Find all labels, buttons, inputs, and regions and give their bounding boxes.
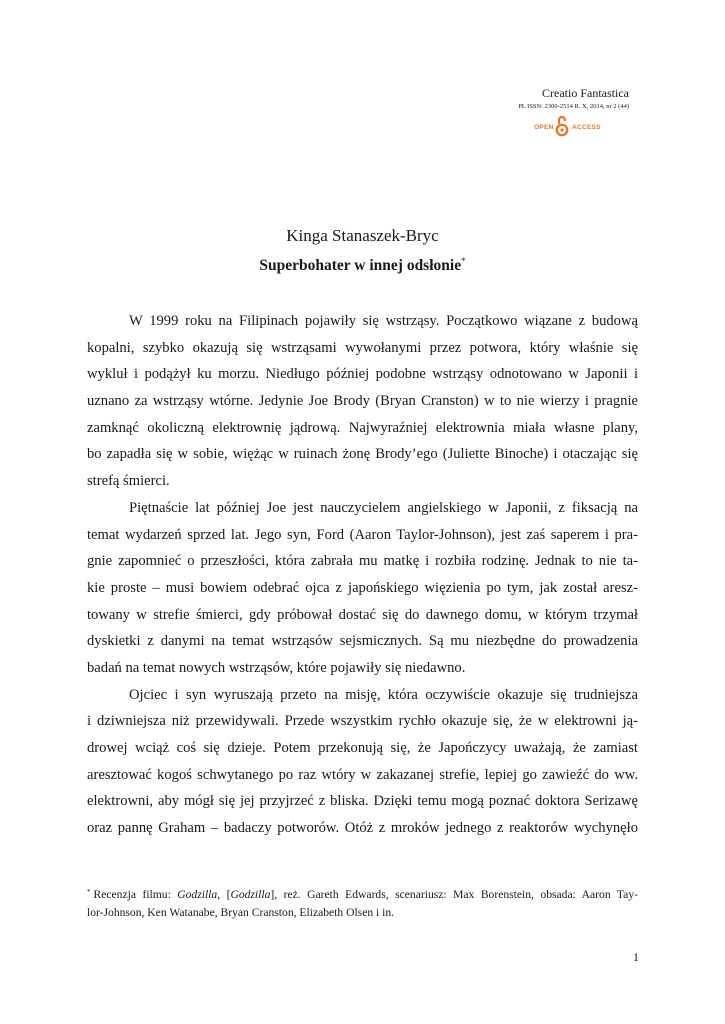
body-line: kie proste – musi bowiem odebrać ojca z japońskiego więzienia po tym, jak został aresz- [87, 579, 638, 596]
body-line: gnie zapomnieć o przeszłości, która zabrała mu matkę i rozbiła rodzinę. Jednak to nie ta- [87, 553, 638, 570]
body-line: uznano za wstrząsy wtórne. Jedynie Joe Brody (Bryan Cranston) w to nie wierzy i pragnie [87, 393, 638, 410]
body-line: towany w strefie śmierci, gdy próbował dostać się do dawnego domu, w którym trzymał [87, 606, 638, 623]
open-access-access-label: ACCESS [572, 124, 601, 131]
body-line: Piętnaście lat później Joe jest nauczycielem angielskiego w Japonii, z fiksacją na [129, 499, 638, 516]
original-title: Godzilla [230, 888, 271, 901]
body-line: strefą śmierci. [87, 473, 170, 490]
body-line: elektrowni, aby mógł się jej przyjrzeć z bliska. Dzięki temu mogą poznać doktora Serizawę [87, 793, 638, 810]
article-title-text: Superbohater w innej odsłonie [259, 257, 462, 274]
journal-issn: PL ISSN: 2300-2514 R. X, 2014, nr 2 (44) [518, 103, 629, 110]
body-line: temat wydarzeń sprzed lat. Jego syn, Ford (Aaron Taylor-Johnson), jest zaś saperem i pra- [87, 526, 638, 543]
body-line: drowej wciąż coś się dzieje. Potem przekonują się, że Japończycy uważają, że zamiast [87, 740, 638, 756]
body-line: kopalni, szybko okazują się wstrząsami wywołanymi przez potwora, który właśnie się [87, 339, 638, 356]
body-line: zamknąć okoliczną elektrownię jądrową. Najwyraźniej elektrownia miała własne plany, [87, 419, 638, 436]
body-line: W 1999 roku na Filipinach pojawiły się wstrząsy. Początkowo wiązane z budową [129, 313, 638, 329]
footnote [87, 884, 638, 926]
open-access-lock-icon [555, 115, 569, 137]
page-number: 1 [633, 950, 639, 964]
body-line: wykluł i podążył ku morzu. Niedługo później podobne wstrząsy odnotowano w Japonii i [87, 366, 638, 383]
film-title: Godzilla [177, 888, 218, 901]
journal-name: Creatio Fantastica [542, 86, 629, 100]
body-line: oraz pannę Graham – badaczy potworów. Otóż z mroków jednego z reaktorów wychynęło [87, 820, 638, 837]
open-access-logo [529, 115, 625, 137]
body-line: Ojciec i syn wyruszają przeto na misję, która oczywiście okazuje się trudniejsza [129, 686, 638, 703]
article-body [87, 312, 638, 846]
body-line: bo zapadła się w sobie, więżąc w ruinach żonę Brody’ego (Juliette Binoche) i otaczając się [87, 446, 638, 463]
journal-header [518, 86, 629, 112]
footnote-line: lor-Johnson, Ken Watanabe, Bryan Cranston, Elizabeth Olsen i in. [87, 906, 395, 919]
footnote-line: * Recenzja filmu: Godzilla, [Godzilla], reż. Gareth Edwards, scenariusz: Max Borenstein, obsada: Aaron Tay- [87, 888, 638, 901]
body-line: aresztować kogoś schwytanego po raz wtóry w zakazanej strefie, lepiej go zawieźć do ww. [87, 766, 638, 783]
footnote-mark: * [87, 888, 91, 896]
article-title [0, 256, 725, 275]
body-line: badań na temat nowych wstrząsów, które pojawiły się niedawno. [87, 659, 466, 676]
body-line: dyskietki z danymi na temat wstrząsów sejsmicznych. Są mu niezbędne do prowadzenia [87, 633, 638, 650]
author-name: Kinga Stanaszek-Bryc [286, 226, 439, 245]
open-access-open-label: OPEN [534, 124, 554, 131]
body-line: i dziwniejsza niż przewidywali. Przede wszystkim rychło okazuje się, że w elektrowni ją- [87, 713, 638, 730]
title-footnote-mark: * [461, 256, 466, 266]
